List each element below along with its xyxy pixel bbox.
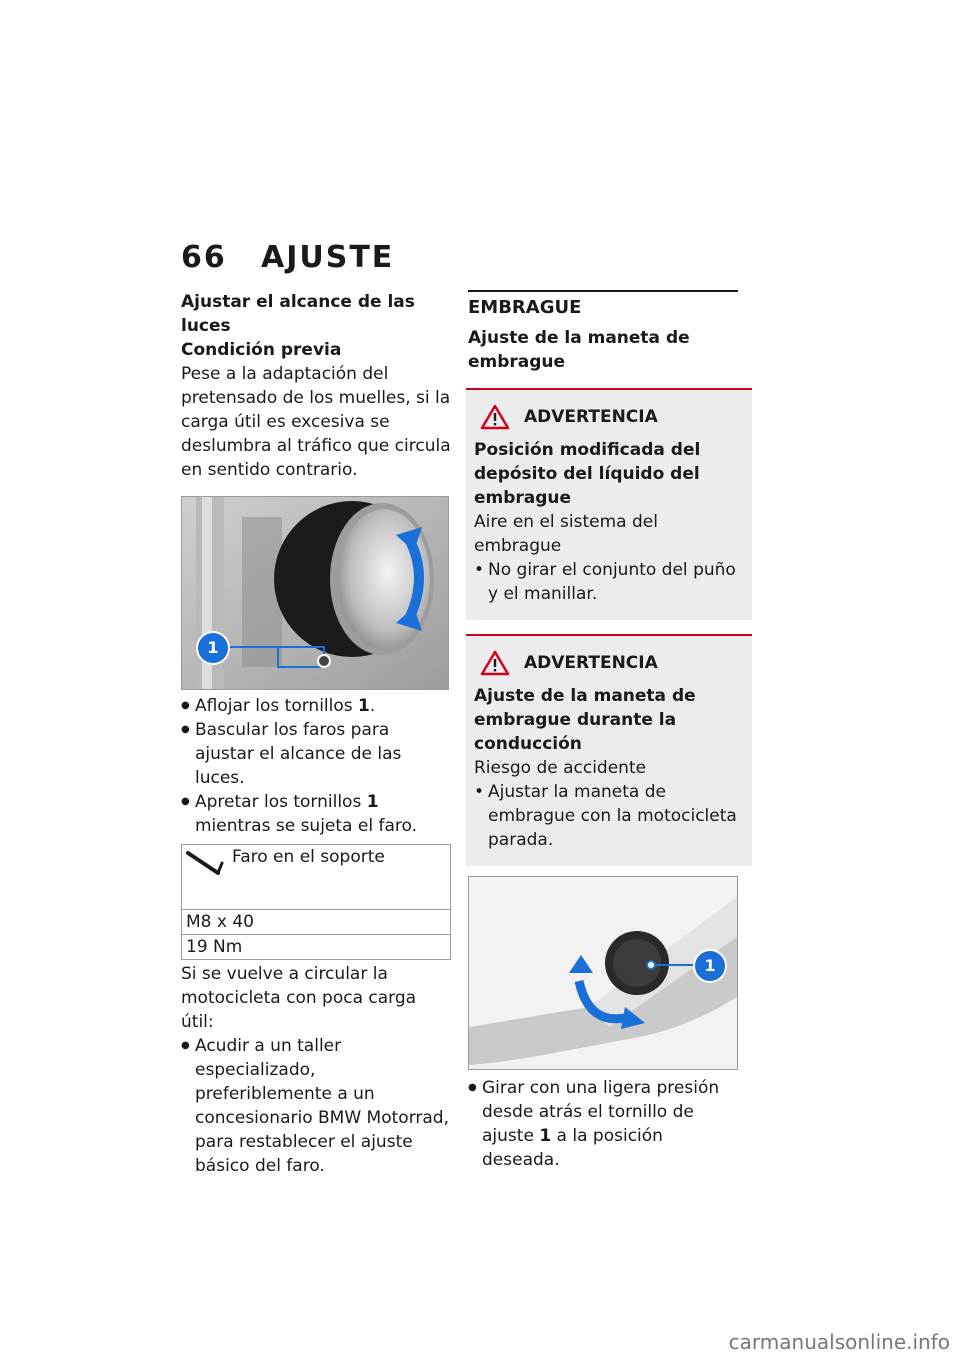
headlight-figure xyxy=(181,496,449,690)
list-item: • No girar el conjunto del puño y el manillar. xyxy=(474,558,742,606)
page-title: AJUSTE xyxy=(261,240,395,275)
page-number: 66 xyxy=(181,240,227,275)
warning-triangle-icon xyxy=(480,404,510,430)
warning-label: ADVERTENCIA xyxy=(524,653,658,673)
warning-items xyxy=(474,558,742,606)
warning-box-2 xyxy=(466,634,752,866)
page-header xyxy=(181,240,394,275)
warning-title: Posición modificada del depósito del líquido del embrague xyxy=(474,440,701,508)
clutch-lever-figure xyxy=(468,876,738,1070)
after-text: Si se vuelve a circular la motocicleta con poca carga útil: xyxy=(181,964,417,1032)
after-steps-list xyxy=(181,1034,451,1178)
warning-title: Ajuste de la maneta de embrague durante la conducción xyxy=(474,686,696,754)
torque-label: Faro en el soporte xyxy=(232,847,385,867)
clutch-steps-list xyxy=(468,1076,738,1172)
right-column xyxy=(468,290,738,1172)
precondition-text: Pese a la adaptación del pretensado de los muelles, si la carga útil es excesiva se deslumbra al tráfico que circula en sentido contrario. xyxy=(181,364,451,480)
left-column xyxy=(181,290,451,1178)
steps-list xyxy=(181,694,451,838)
torque-table xyxy=(181,844,451,960)
torque-size: M8 x 40 xyxy=(182,909,450,934)
warning-label: ADVERTENCIA xyxy=(524,407,658,427)
section-title-clutch: EMBRAGUE xyxy=(468,290,738,320)
list-item: ● Bascular los faros para ajustar el alcance de las luces. xyxy=(181,718,451,790)
clutch-lever-heading: Ajuste de la maneta de embrague xyxy=(468,328,690,372)
callout-badge-1: 1 xyxy=(196,631,230,665)
watermark: carmanualsonline.info xyxy=(728,1330,950,1354)
torque-label-row xyxy=(182,845,450,909)
section-heading-headlight: Ajustar el alcance de las luces xyxy=(181,292,415,336)
callout-badge-1: 1 xyxy=(693,949,727,983)
warning-items xyxy=(474,780,742,852)
torque-wrench-icon xyxy=(186,849,226,883)
warning-triangle-icon xyxy=(480,650,510,676)
warning-text: Riesgo de accidente xyxy=(474,758,647,778)
warning-text: Aire en el sistema del embrague xyxy=(474,512,658,556)
warning-box-1 xyxy=(466,388,752,620)
warning-header xyxy=(480,404,742,430)
list-item: ● Girar con una ligera presión desde atrás el tornillo de ajuste 1 a la posición deseada. xyxy=(468,1076,738,1172)
list-item: ● Acudir a un taller especializado, preferiblemente a un concesionario BMW Motorrad, para restablecer el ajuste básico del faro. xyxy=(181,1034,451,1178)
warning-header xyxy=(480,650,742,676)
list-item: ● Aflojar los tornillos 1. xyxy=(181,694,451,718)
torque-value: 19 Nm xyxy=(182,934,450,959)
list-item: • Ajustar la maneta de embrague con la motocicleta parada. xyxy=(474,780,742,852)
precondition-heading: Condición previa xyxy=(181,340,342,360)
list-item: ● Apretar los tornillos 1 mientras se sujeta el faro. xyxy=(181,790,451,838)
